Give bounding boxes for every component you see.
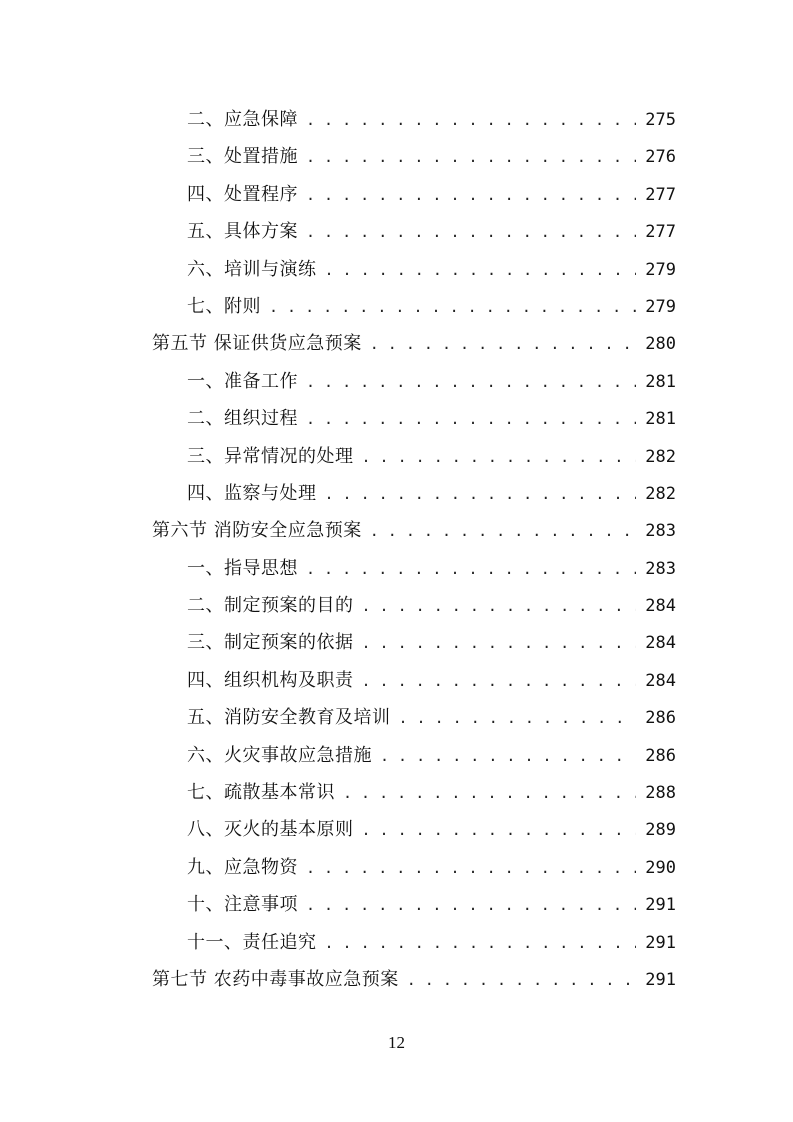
toc-entry-page: 284 <box>645 670 676 691</box>
toc-entry-title: 六、火灾事故应急措施 <box>187 744 372 766</box>
toc-dot-leader <box>325 476 637 513</box>
toc-entry-page: 277 <box>645 184 676 205</box>
toc-entry-title: 一、指导思想 <box>187 557 298 579</box>
toc-entry-page: 288 <box>645 783 676 804</box>
toc-subsection-entry[interactable] <box>0 138 793 175</box>
toc-subsection-entry[interactable] <box>0 363 793 400</box>
toc-subsection-entry[interactable] <box>0 737 793 774</box>
toc-entry-title: 第七节 农药中毒事故应急预案 <box>152 968 399 990</box>
toc-entry-page: 284 <box>645 633 676 654</box>
page-number: 12 <box>388 1033 405 1052</box>
toc-entry-page: 279 <box>645 296 676 317</box>
toc-dot-leader <box>362 588 637 625</box>
toc-subsection-entry[interactable] <box>0 924 793 961</box>
toc-subsection-entry[interactable] <box>0 587 793 624</box>
toc-dot-leader <box>407 962 636 999</box>
table-of-contents <box>0 101 793 998</box>
toc-subsection-entry[interactable] <box>0 213 793 250</box>
toc-dot-leader <box>362 663 637 700</box>
toc-section-entry[interactable] <box>0 325 793 362</box>
toc-entry-page: 286 <box>645 745 676 766</box>
toc-entry-title: 八、灭火的基本原则 <box>187 819 354 841</box>
toc-entry-title: 七、疏散基本常识 <box>187 782 335 804</box>
toc-entry-page: 281 <box>645 371 676 392</box>
toc-entry-title: 四、组织机构及职责 <box>187 669 354 691</box>
toc-subsection-entry[interactable] <box>0 774 793 811</box>
toc-entry-page: 275 <box>645 110 676 130</box>
toc-dot-leader <box>306 139 636 176</box>
toc-dot-leader <box>269 289 636 326</box>
toc-subsection-entry[interactable] <box>0 849 793 886</box>
toc-entry-page: 282 <box>645 446 676 467</box>
toc-entry-page: 291 <box>645 895 676 916</box>
toc-dot-leader <box>325 925 637 962</box>
toc-subsection-entry[interactable] <box>0 699 793 736</box>
toc-entry-page: 277 <box>645 222 676 243</box>
toc-entry-title: 三、异常情况的处理 <box>187 445 354 467</box>
toc-entry-page: 279 <box>645 259 676 280</box>
toc-entry-title: 四、监察与处理 <box>187 482 317 504</box>
toc-dot-leader <box>370 326 636 363</box>
toc-entry-page: 291 <box>645 969 676 990</box>
toc-subsection-entry[interactable] <box>0 101 793 138</box>
toc-entry-title: 四、处置程序 <box>187 183 298 205</box>
toc-subsection-entry[interactable] <box>0 176 793 213</box>
toc-subsection-entry[interactable] <box>0 475 793 512</box>
toc-entry-title: 一、准备工作 <box>187 370 298 392</box>
toc-dot-leader <box>306 551 636 588</box>
toc-entry-title: 五、具体方案 <box>187 221 298 243</box>
toc-section-entry[interactable] <box>0 512 793 549</box>
toc-entry-title: 三、处置措施 <box>187 146 298 168</box>
toc-entry-page: 276 <box>645 147 676 168</box>
toc-entry-page: 291 <box>645 932 676 953</box>
toc-dot-leader <box>306 364 636 401</box>
toc-entry-title: 六、培训与演练 <box>187 258 317 280</box>
toc-dot-leader <box>380 738 636 775</box>
toc-entry-page: 283 <box>645 521 676 542</box>
toc-entry-page: 290 <box>645 857 676 878</box>
toc-dot-leader <box>306 102 636 139</box>
toc-dot-leader <box>370 513 636 550</box>
toc-entry-title: 二、制定预案的目的 <box>187 595 354 617</box>
toc-dot-leader <box>306 887 636 924</box>
toc-dot-leader <box>325 252 637 289</box>
toc-entry-title: 七、附则 <box>187 295 261 317</box>
toc-dot-leader <box>399 700 637 737</box>
toc-subsection-entry[interactable] <box>0 288 793 325</box>
toc-subsection-entry[interactable] <box>0 550 793 587</box>
toc-entry-title: 三、制定预案的依据 <box>187 632 354 654</box>
toc-subsection-entry[interactable] <box>0 886 793 923</box>
toc-entry-page: 284 <box>645 596 676 617</box>
toc-entry-title: 九、应急物资 <box>187 856 298 878</box>
toc-entry-page: 282 <box>645 483 676 504</box>
toc-subsection-entry[interactable] <box>0 438 793 475</box>
toc-dot-leader <box>362 812 637 849</box>
toc-dot-leader <box>362 439 637 476</box>
toc-dot-leader <box>306 177 636 214</box>
toc-subsection-entry[interactable] <box>0 662 793 699</box>
toc-entry-page: 280 <box>645 334 676 355</box>
toc-entry-title: 五、消防安全教育及培训 <box>187 707 391 729</box>
toc-entry-page: 281 <box>645 409 676 430</box>
toc-entry-title: 二、组织过程 <box>187 408 298 430</box>
toc-subsection-entry[interactable] <box>0 624 793 661</box>
toc-entry-title: 第六节 消防安全应急预案 <box>152 520 362 542</box>
toc-dot-leader <box>306 850 636 887</box>
toc-entry-page: 283 <box>645 558 676 579</box>
toc-dot-leader <box>362 625 637 662</box>
toc-entry-title: 十、注意事项 <box>187 894 298 916</box>
toc-section-entry[interactable] <box>0 961 793 998</box>
toc-entry-page: 286 <box>645 708 676 729</box>
toc-entry-title: 十一、责任追究 <box>187 931 317 953</box>
toc-subsection-entry[interactable] <box>0 251 793 288</box>
toc-entry-title: 二、应急保障 <box>187 109 298 130</box>
toc-subsection-entry[interactable] <box>0 811 793 848</box>
toc-entry-page: 289 <box>645 820 676 841</box>
toc-dot-leader <box>306 401 636 438</box>
toc-entry-title: 第五节 保证供货应急预案 <box>152 333 362 355</box>
toc-dot-leader <box>306 214 636 251</box>
toc-subsection-entry[interactable] <box>0 400 793 437</box>
toc-dot-leader <box>343 775 636 812</box>
